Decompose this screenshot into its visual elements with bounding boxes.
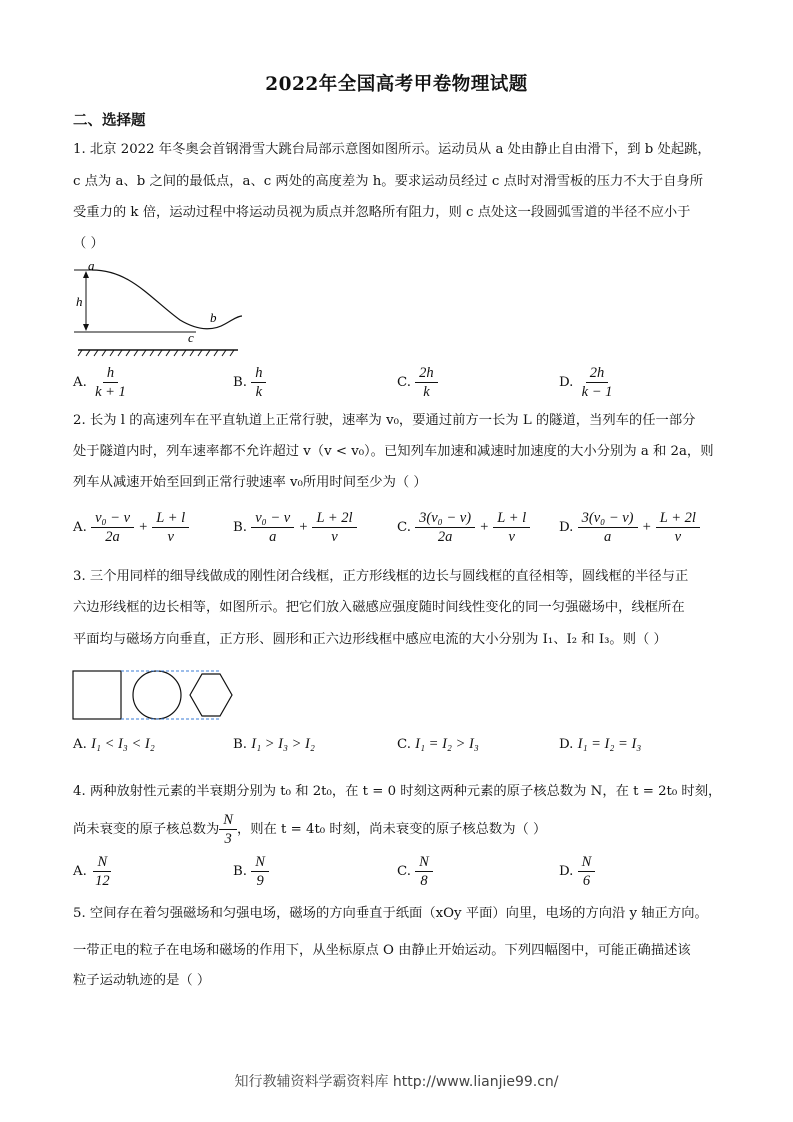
q2-option-b[interactable]: B. $\frac{\text{v₀ − v}}{a}$ + $\frac{L + 2l}{v}$ xyxy=(233,509,357,546)
fraction: $\frac{L + 2l}{v}$ xyxy=(312,509,356,546)
ski-slope-figure xyxy=(70,258,250,358)
q5-line-2: 一带正电的粒子在电场和磁场的作用下，从坐标原点 O 由静止开始运动。下列四幅图中，可能正确描述该 xyxy=(73,943,691,958)
option-letter: D. xyxy=(559,375,574,390)
fraction: $\frac{N}{12}$ xyxy=(95,854,110,889)
fraction: $\frac{h}{k}$ xyxy=(251,364,266,401)
q2-option-d[interactable]: D. $\frac{\text{3(v₀ − v)}}{a}$ + $\frac{L + 2l}{v}$ xyxy=(559,509,700,546)
option-letter: A. xyxy=(73,375,87,390)
fraction: $\frac{\text{3(v₀ − v)}}{a}$ xyxy=(578,509,638,546)
fraction: $\frac{N}{9}$ xyxy=(251,853,269,890)
fraction: $\frac{2h}{k}$ xyxy=(415,364,438,401)
q4-option-c[interactable]: C. $\frac{N}{8}$ xyxy=(397,853,433,890)
fraction: $\frac{L + l}{v}$ xyxy=(493,509,530,546)
fraction: $\frac{N}{6}$ xyxy=(578,853,596,890)
fraction: $\frac{\text{v₀ − v}}{a}$ xyxy=(251,509,294,546)
q2-line-3: 列车从减速开始至回到正常行驶速率 v₀所用时间至少为（ ） xyxy=(73,475,427,490)
fraction: $\frac{L + l}{v}$ xyxy=(152,509,189,546)
q1-line-3: 受重力的 k 倍，运动过程中将运动员视为质点并忽略所有阻力，则 c 点处这一段圆弧雪道的半径不应小于 xyxy=(73,205,691,220)
label-b: b xyxy=(210,310,217,325)
section-heading: 二、选择题 xyxy=(73,112,146,129)
page-title: 2022年全国高考甲卷物理试题 xyxy=(265,74,528,95)
q1-option-a[interactable] xyxy=(73,364,130,401)
option-letter: C. xyxy=(397,375,411,390)
q4-line-1: 4. 两种放射性元素的半衰期分别为 t₀ 和 2t₀，在 t = 0 时刻这两种元素的原子核总数为 N，在 t = 2t₀ 时刻， xyxy=(73,784,722,799)
fraction: $\frac{\text{v₀ − v}}{2a}$ xyxy=(91,509,134,546)
q1-option-b[interactable] xyxy=(233,364,266,401)
q1-line-4: （ ） xyxy=(73,236,104,251)
q3-line-1: 3. 三个用同样的细导线做成的刚性闭合线框，正方形线框的边长与圆线框的直径相等，圆线框的半径与正 xyxy=(73,569,689,584)
slope-curve xyxy=(92,270,242,329)
q5-line-3: 粒子运动轨迹的是（ ） xyxy=(73,973,211,988)
q3-option-b[interactable]: B. I₁ > I₃ > I₂ xyxy=(233,736,315,752)
fraction: $\frac{\text{3(v₀ − v)}}{2a}$ xyxy=(415,509,475,546)
q3-option-d[interactable]: D. I₁ = I₂ = I₃ xyxy=(559,736,642,752)
q4-line-2: 尚未衰变的原子核总数为 $\frac{N}{3}$ ，则在 t = 4t₀ 时刻，尚未衰变的原子核总数为（ ） xyxy=(73,812,547,847)
fraction: $\frac{2h}{k - 1}$ xyxy=(581,365,613,400)
q4-option-b[interactable]: B. $\frac{N}{9}$ xyxy=(233,853,269,890)
q1-line-1: 1. 北京 2022 年冬奥会首钢滑雪大跳台局部示意图如图所示。运动员从 a 处由静止自由滑下，到 b 处起跳， xyxy=(73,142,711,157)
q2-line-2: 处于隧道内时，列车速率都不允许超过 v（v < v₀）。已知列车加速和减速时加速度的大小分别为 a 和 2a，则 xyxy=(73,444,714,459)
footer-watermark: 知行教辅资料学霸资料库 http://www.lianjie99.cn/ xyxy=(234,1074,559,1090)
q4-option-d[interactable]: D. $\frac{N}{6}$ xyxy=(559,853,595,890)
q1-option-c[interactable] xyxy=(397,364,438,401)
q3-option-c[interactable]: C. I₁ = I₂ > I₃ xyxy=(397,736,479,752)
label-c: c xyxy=(188,330,194,345)
q2-option-a[interactable]: A. $\frac{\text{v₀ − v}}{2a}$ + $\frac{L + l}{v}$ xyxy=(73,509,189,546)
q3-line-2: 六边形线框的边长相等，如图所示。把它们放入磁感应强度随时间线性变化的同一匀强磁场中，线框所在 xyxy=(73,600,685,615)
q4-option-a[interactable]: A. $\frac{N}{12}$ xyxy=(73,853,114,890)
q1-option-d[interactable] xyxy=(559,364,616,401)
fraction: $\frac{N}{8}$ xyxy=(415,853,433,890)
q1-line-2: c 点为 a、b 之间的最低点，a、c 两处的高度差为 h。要求运动员经过 c 点时对滑雪板的压力不大于自身所 xyxy=(73,174,704,189)
wire-frames-figure xyxy=(70,666,236,724)
label-a: a xyxy=(88,258,95,273)
circle-frame xyxy=(133,671,181,719)
q2-line-1: 2. 长为 l 的高速列车在平直轨道上正常行驶，速率为 v₀，要通过前方一长为 L 的隧道，当列车的任一部分 xyxy=(73,413,696,428)
option-letter: B. xyxy=(233,375,247,390)
q5-line-1: 5. 空间存在着匀强磁场和匀强电场，磁场的方向垂直于纸面（xOy 平面）向里，电场的方向沿 y 轴正方向。 xyxy=(73,906,708,921)
q3-line-3: 平面均与磁场方向垂直，正方形、圆形和正六边形线框中感应电流的大小分别为 I₁、I₂ 和 I₃。则（ ） xyxy=(73,632,667,647)
label-h: h xyxy=(76,294,83,309)
q2-option-c[interactable]: C. $\frac{\text{3(v₀ − v)}}{2a}$ + $\frac{L + l}{v}$ xyxy=(397,509,530,546)
square-frame xyxy=(73,671,121,719)
fraction: $\frac{N}{3}$ xyxy=(219,811,237,848)
q3-option-a[interactable]: A. I₁ < I₃ < I₂ xyxy=(73,736,155,752)
hexagon-frame xyxy=(190,674,232,716)
fraction: $\frac{h}{k + 1}$ xyxy=(95,365,126,400)
fraction: $\frac{L + 2l}{v}$ xyxy=(656,509,700,546)
